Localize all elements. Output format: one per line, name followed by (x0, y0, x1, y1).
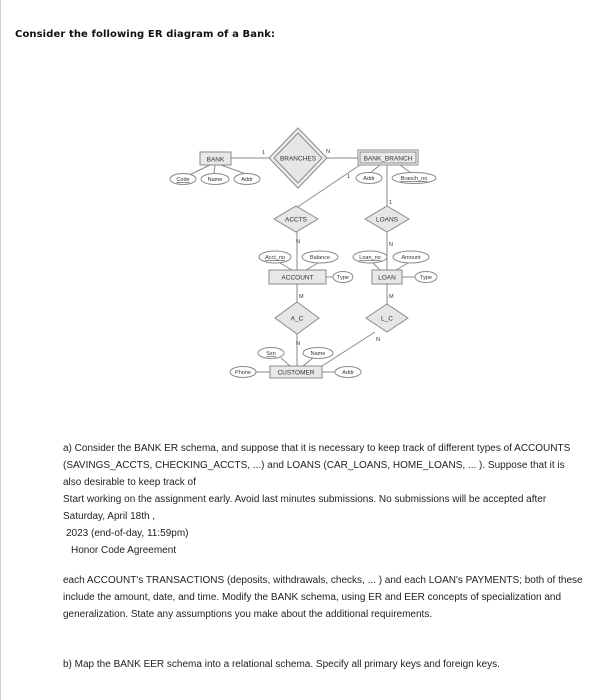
cardinality-lc-customer: N (376, 337, 380, 343)
question-b (63, 656, 588, 673)
honor-code-label: Honor Code Agreement (71, 545, 177, 556)
line-amount (396, 263, 408, 270)
question-a-cont-line: generalization. State any assumptions you make about the additional requirements. (63, 609, 433, 620)
question-a-cont-line: include the amount, date, and time. Modify the BANK schema, using ER and EER concepts of specialization and (63, 592, 562, 603)
attribute-amount-label: Amount (401, 255, 421, 261)
line-ssn (281, 358, 290, 366)
line-loanno (373, 263, 380, 270)
question-a-continued (63, 572, 588, 623)
question-a (63, 440, 588, 559)
cardinality-branches-branch: N (326, 149, 330, 155)
entity-customer-label: CUSTOMER (277, 369, 315, 377)
entity-loan (372, 270, 402, 284)
line-lc-customer (322, 332, 375, 366)
line-acctno (280, 263, 292, 270)
line-bank-addr (221, 165, 246, 174)
relationship-branches (269, 128, 327, 188)
deadline-time: 2023 (end-of-day, 11:59pm) (66, 528, 189, 539)
attribute-cust-name-label: Name (310, 351, 326, 357)
entity-bank-branch-label: BANK_BRANCH (363, 155, 413, 163)
relationship-lc (366, 304, 408, 332)
question-a-line: (SAVINGS_ACCTS, CHECKING_ACCTS, ...) and LOANS (CAR_LOANS, HOME_LOANS, ... ). Suppose that it is (63, 460, 565, 471)
line-bank-name (214, 165, 215, 173)
attribute-loan-type-label: Type (420, 275, 432, 281)
cardinality-accts-account: N (296, 239, 300, 245)
cardinality-branch-accts: 1 (347, 174, 351, 180)
relationship-lc-label: L_C (381, 315, 393, 323)
line-balance (306, 263, 318, 270)
entity-account-label: ACCOUNT (281, 274, 314, 282)
entity-bank (200, 152, 231, 165)
question-a-line: also desirable to keep track of (63, 477, 196, 488)
attribute-bank-addr-label: Addr (241, 177, 253, 183)
line-custname (303, 358, 313, 366)
attribute-loan-no-label: Loan_no (359, 255, 381, 261)
line-branch-no (400, 165, 411, 173)
entity-bank-label: BANK (206, 156, 225, 164)
attribute-cust-addr-label: Addr (342, 370, 354, 376)
relationship-loans-label: LOANS (375, 216, 399, 224)
relationship-accts-label: ACCTS (284, 216, 308, 224)
cardinality-loan-lc: M (389, 294, 394, 300)
relationship-ac (275, 302, 319, 334)
attribute-branch-addr-label: Addr (363, 176, 375, 182)
attribute-ssn-label: Ssn (266, 351, 276, 357)
entity-bank-branch (358, 150, 418, 165)
relationship-ac-label: A_C (290, 315, 304, 323)
deadline-notice: Start working on the assignment early. Avoid last minutes submissions. No submissions will be accepted after (63, 494, 547, 505)
line-branch-addr (370, 165, 380, 173)
cardinality-branch-loans: 1 (389, 200, 393, 206)
attribute-account-type-label: Type (337, 275, 349, 281)
attribute-balance-label: Balance (310, 255, 330, 261)
relationship-loans (365, 206, 409, 232)
entity-account (269, 270, 326, 284)
page-heading: Consider the following ER diagram of a Bank: (15, 29, 276, 40)
entity-customer (270, 366, 322, 378)
deadline-date: Saturday, April 18th , (63, 511, 156, 522)
question-b-line: b) Map the BANK EER schema into a relational schema. Specify all primary keys and foreign keys. (63, 659, 500, 670)
question-a-line: a) Consider the BANK ER schema, and suppose that it is necessary to keep track of different types of ACCOUNTS (63, 443, 571, 454)
cardinality-ac-customer: N (296, 341, 300, 347)
attribute-bank-code-label: Code (176, 177, 190, 183)
entity-loan-label: LOAN (378, 274, 396, 282)
connector-lines (183, 155, 415, 372)
cardinality-bank-branches: 1 (262, 150, 266, 156)
cardinality-account-ac: M (299, 294, 304, 300)
attribute-bank-name-label: Name (207, 177, 223, 183)
attribute-phone-label: Phone (235, 370, 251, 376)
attribute-branch-no-label: Branch_no (400, 176, 428, 182)
question-a-cont-line: each ACCOUNT's TRANSACTIONS (deposits, withdrawals, checks, ... ) and each LOAN's PAYMENTS; both of these (63, 575, 583, 586)
cardinality-loans-loan: N (389, 242, 393, 248)
relationship-branches-label: BRANCHES (279, 155, 317, 163)
attribute-acct-no-label: Acct_no (265, 255, 285, 261)
relationship-accts (274, 206, 318, 232)
